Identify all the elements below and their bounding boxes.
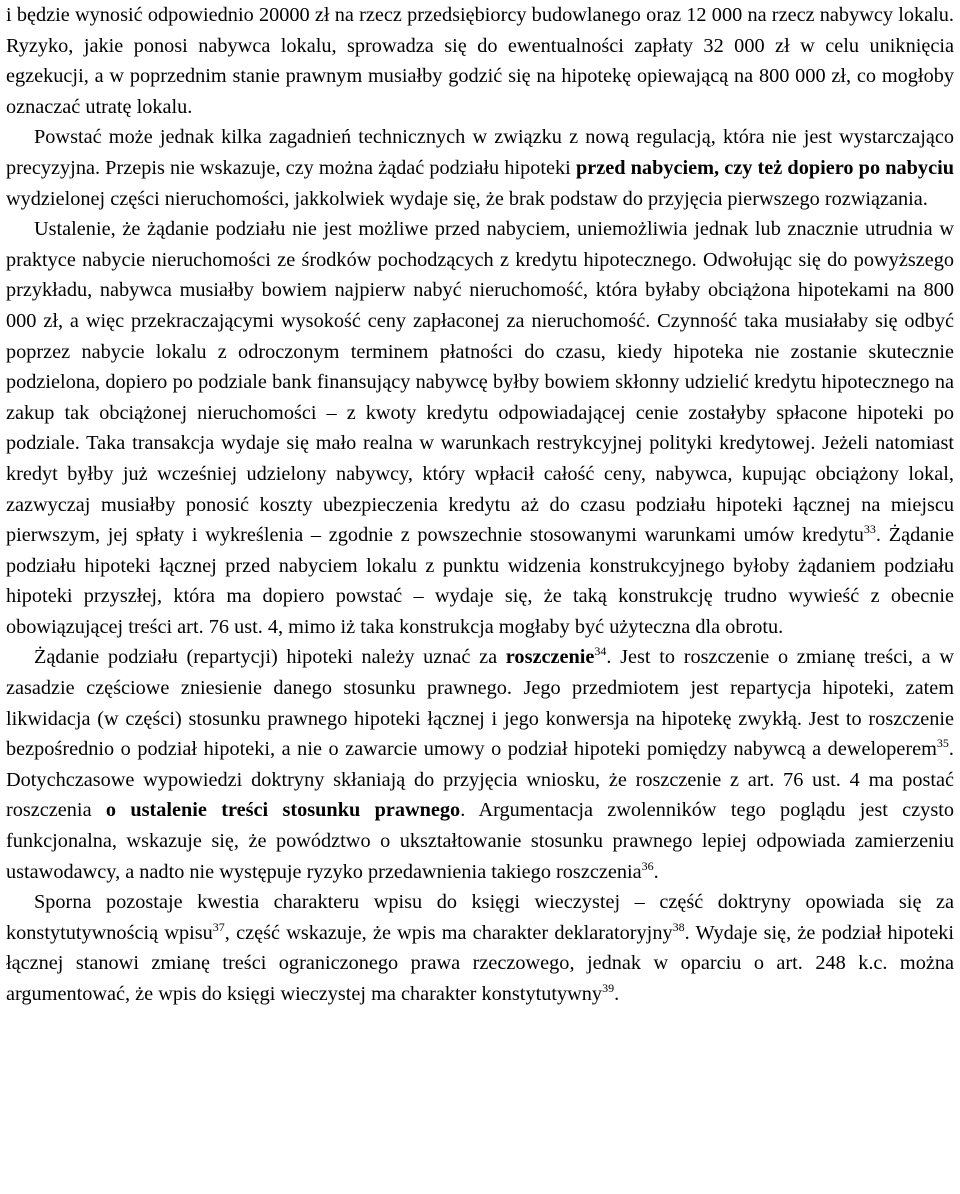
- bold-text: roszczenie: [505, 646, 595, 669]
- bold-text: przed nabyciem, czy też dopiero po nabyciu: [575, 156, 954, 179]
- text-run: wydzielonej części nieruchomości, jakkolwiek wydaje się, że brak podstaw do przyjęcia pierwszego rozwiązania.: [6, 187, 928, 210]
- text-run: . Wydaje się, że podział hipoteki łącznej stanowi zmianę treści ograniczonego prawa rzeczowego, jednak w oparciu o art. 248 k.c. można argumentować, że wpis do księgi wieczystej ma charakter konstytutywny: [6, 921, 955, 1005]
- text-run: Powstać może jednak kilka zagadnień technicznych w związku z nową regulacją, która nie jest wystarczająco precyzyjna. Przepis nie wskazuje, czy można żądać podziału hipoteki: [6, 126, 954, 179]
- text-run: . Argumentacja zwolenników tego poglądu jest czysto funkcjonalna, wskazuje się, że powództwo o ukształtowanie stosunku prawnego lepiej odpowiada zamierzeniu ustawodawcy, a nadto nie występuje ryzyko przedawnienia takiego roszczenia: [6, 799, 954, 883]
- paragraph: [6, 642, 954, 887]
- text-run: .: [614, 983, 620, 1005]
- text-run: .: [653, 860, 659, 883]
- text-run: Żądanie podziału (repartycji) hipoteki należy uznać za: [34, 646, 506, 669]
- text-run: Ustalenie, że żądanie podziału nie jest możliwe przed nabyciem, uniemożliwia jednak lub znacznie utrudnia w praktyce nabycie nieruchomości ze środków pochodzących z kredytu hipotecznego. Odwołując się do powyższego przykładu, nabywca musiałby bowiem najpierw nabyć nieruchomość, która byłaby obciążona hipotekami na 800 000 zł, a więc przekraczającymi wysokość ceny zapłaconej za nieruchomość. Czynność taka musiałaby się odbyć poprzez nabycie lokalu z odroczonym terminem płatności do czasu, kiedy hipoteka nie zostanie skutecznie podzielona, dopiero po podziale bank finansujący nabywcę byłby bowiem skłonny udzielić kredytu hipotecznego na zakup tak obciążonej nieruchomości – z kwoty kredytu odpowiadającej cenie zostałyby spłacone hipoteki po podziale. Taka transakcja wydaje się mało realna w warunkach restrykcyjnej polityki kredytowej. Jeżeli natomiast kredyt byłby już wcześniej udzielony nabywcy, który wpłacił całość ceny, nabywca, kupując obciążony lokal, zazwyczaj musiałby ponosić koszty ubezpieczenia kredytu aż do czasu podziału hipoteki łącznej na miejscu pierwszym, jej spłaty i wykreślenia – zgodnie z powszechnie stosowanymi warunkami umów kredytu: [6, 218, 954, 547]
- bold-text: o ustalenie treści stosunku prawnego: [105, 799, 461, 822]
- text-run: . Żądanie podziału hipoteki łącznej przed nabyciem lokalu z punktu widzenia konstrukcyjnego byłoby żądaniem podziału hipoteki przyszłej, która ma dopiero powstać – wydaje się, że taką konstrukcję trudno wywieść z obecnie obowiązującej treści art. 76 ust. 4, mimo iż taka konstrukcja mogłaby być użyteczna dla obrotu.: [6, 524, 955, 638]
- text-run: , część wskazuje, że wpis ma charakter deklaratoryjny: [224, 921, 673, 944]
- footnote-ref: 35: [936, 736, 949, 751]
- footnote-ref: 38: [672, 919, 685, 934]
- paragraph: [6, 887, 954, 1009]
- footnote-ref: 39: [602, 981, 615, 995]
- text-run: . Jest to roszczenie o zmianę treści, a w zasadzie częściowe zniesienie danego stosunku prawnego. Jego przedmiotem jest repartycja hipoteki, zatem likwidacja (w części) stosunku prawnego hipoteki łącznej i jego konwersja na hipotekę zwykłą. Jest to roszczenie bezpośrednio o podział hipoteki, a nie o zawarcie umowy o podział hipoteki pomiędzy nabywcą a deweloperem: [6, 646, 954, 761]
- footnote-ref: 33: [863, 522, 876, 537]
- paragraph: [6, 122, 954, 214]
- footnote-ref: 36: [641, 858, 654, 873]
- text-run: Sporna pozostaje kwestia charakteru wpisu do księgi wieczystej – część doktryny opowiada się za konstytutywnością wpisu: [6, 891, 954, 944]
- text-run: . Dotychczasowe wypowiedzi doktryny skłaniają do przyjęcia wniosku, że roszczenie z art. 76 ust. 4 ma postać roszczenia: [6, 738, 954, 822]
- footnote-ref: 37: [212, 919, 225, 934]
- footnote-ref: 34: [594, 644, 607, 659]
- text-run: i będzie wynosić odpowiednio 20000 zł na rzecz przedsiębiorcy budowlanego oraz 12 000 na rzecz nabywcy lokalu. Ryzyko, jakie ponosi nabywca lokalu, sprowadza się do ewentualności zapłaty 32 000 zł w celu uniknięcia egzekucji, a w poprzednim stanie prawnym musiałby godzić się na hipotekę opiewającą na 800 000 zł, co mogłoby oznaczać utratę lokalu.: [6, 4, 954, 118]
- paragraph: [6, 0, 954, 122]
- paragraph: [6, 214, 954, 642]
